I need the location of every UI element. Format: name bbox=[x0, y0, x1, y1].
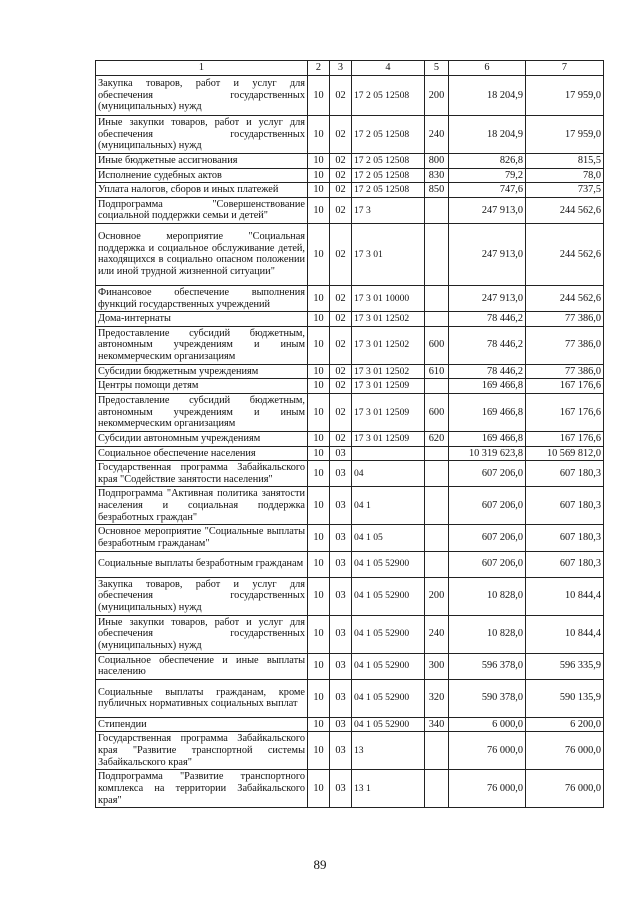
target-article-cell: 04 1 05 52900 bbox=[352, 577, 425, 615]
row-name-cell: Социальные выплаты гражданам, кроме публичных нормативных социальных выплат bbox=[96, 679, 308, 717]
subsection-cell: 02 bbox=[330, 312, 352, 327]
subsection-cell: 03 bbox=[330, 487, 352, 525]
amount-year2-cell: 78,0 bbox=[526, 168, 604, 183]
target-article-cell bbox=[352, 446, 425, 461]
amount-year1-cell: 78 446,2 bbox=[449, 326, 526, 364]
amount-year2-cell: 77 386,0 bbox=[526, 312, 604, 327]
amount-year1-cell: 79,2 bbox=[449, 168, 526, 183]
amount-year2-cell: 77 386,0 bbox=[526, 364, 604, 379]
section-cell: 10 bbox=[308, 116, 330, 154]
row-name-cell: Иные закупки товаров, работ и услуг для обеспечения государственных (муниципальных) нужд bbox=[96, 615, 308, 653]
subsection-cell: 02 bbox=[330, 197, 352, 223]
table-row bbox=[96, 154, 604, 169]
table-row bbox=[96, 168, 604, 183]
row-name-cell: Исполнение судебных актов bbox=[96, 168, 308, 183]
target-article-cell: 04 bbox=[352, 461, 425, 487]
subsection-cell: 03 bbox=[330, 770, 352, 808]
target-article-cell: 04 1 05 52900 bbox=[352, 653, 425, 679]
row-name-cell: Субсидии бюджетным учреждениям bbox=[96, 364, 308, 379]
target-article-cell: 17 2 05 12508 bbox=[352, 154, 425, 169]
table-row bbox=[96, 653, 604, 679]
row-name-cell: Подпрограмма "Совершенствование социальной поддержки семьи и детей" bbox=[96, 197, 308, 223]
expense-type-cell bbox=[425, 487, 449, 525]
subsection-cell: 02 bbox=[330, 326, 352, 364]
row-name-cell: Иные закупки товаров, работ и услуг для обеспечения государственных (муниципальных) нужд bbox=[96, 116, 308, 154]
target-article-cell: 17 3 01 bbox=[352, 223, 425, 285]
amount-year2-cell: 76 000,0 bbox=[526, 770, 604, 808]
table-row bbox=[96, 285, 604, 311]
table-row bbox=[96, 431, 604, 446]
amount-year1-cell: 169 466,8 bbox=[449, 379, 526, 394]
subsection-cell: 03 bbox=[330, 551, 352, 577]
section-cell: 10 bbox=[308, 364, 330, 379]
row-name-cell: Закупка товаров, работ и услуг для обеспечения государственных (муниципальных) нужд bbox=[96, 76, 308, 116]
amount-year1-cell: 10 828,0 bbox=[449, 615, 526, 653]
subsection-cell: 02 bbox=[330, 183, 352, 198]
amount-year2-cell: 737,5 bbox=[526, 183, 604, 198]
target-article-cell: 17 3 01 12509 bbox=[352, 379, 425, 394]
section-cell: 10 bbox=[308, 431, 330, 446]
expense-type-cell bbox=[425, 223, 449, 285]
expense-type-cell: 600 bbox=[425, 326, 449, 364]
amount-year2-cell: 167 176,6 bbox=[526, 393, 604, 431]
target-article-cell: 17 3 01 10000 bbox=[352, 285, 425, 311]
section-cell: 10 bbox=[308, 446, 330, 461]
section-cell: 10 bbox=[308, 577, 330, 615]
row-name-cell: Социальное обеспечение и иные выплаты населению bbox=[96, 653, 308, 679]
target-article-cell: 04 1 05 52900 bbox=[352, 717, 425, 732]
amount-year1-cell: 607 206,0 bbox=[449, 461, 526, 487]
expense-type-cell bbox=[425, 551, 449, 577]
expense-type-cell bbox=[425, 461, 449, 487]
amount-year1-cell: 78 446,2 bbox=[449, 364, 526, 379]
target-article-cell: 17 2 05 12508 bbox=[352, 168, 425, 183]
subsection-cell: 03 bbox=[330, 615, 352, 653]
table-row bbox=[96, 223, 604, 285]
amount-year2-cell: 10 844,4 bbox=[526, 615, 604, 653]
row-name-cell: Субсидии автономным учреждениям bbox=[96, 431, 308, 446]
expense-type-cell bbox=[425, 770, 449, 808]
subsection-cell: 02 bbox=[330, 431, 352, 446]
target-article-cell: 13 1 bbox=[352, 770, 425, 808]
header-cell: 3 bbox=[330, 61, 352, 76]
table-row bbox=[96, 76, 604, 116]
subsection-cell: 02 bbox=[330, 76, 352, 116]
page-number: 89 bbox=[313, 857, 327, 872]
table-row bbox=[96, 326, 604, 364]
row-name-cell: Предоставление субсидий бюджетным, автономным учреждениям и иным некоммерческим организациям bbox=[96, 326, 308, 364]
amount-year2-cell: 77 386,0 bbox=[526, 326, 604, 364]
header-cell: 7 bbox=[526, 61, 604, 76]
amount-year1-cell: 10 828,0 bbox=[449, 577, 526, 615]
table-row bbox=[96, 717, 604, 732]
table-row bbox=[96, 577, 604, 615]
header-cell: 6 bbox=[449, 61, 526, 76]
section-cell: 10 bbox=[308, 525, 330, 551]
table-row bbox=[96, 183, 604, 198]
subsection-cell: 02 bbox=[330, 168, 352, 183]
table-row bbox=[96, 615, 604, 653]
expense-type-cell: 300 bbox=[425, 653, 449, 679]
subsection-cell: 03 bbox=[330, 732, 352, 770]
row-name-cell: Дома-интернаты bbox=[96, 312, 308, 327]
subsection-cell: 03 bbox=[330, 446, 352, 461]
amount-year1-cell: 747,6 bbox=[449, 183, 526, 198]
amount-year2-cell: 607 180,3 bbox=[526, 461, 604, 487]
subsection-cell: 02 bbox=[330, 116, 352, 154]
header-cell: 2 bbox=[308, 61, 330, 76]
expense-type-cell: 200 bbox=[425, 577, 449, 615]
table-row bbox=[96, 312, 604, 327]
row-name-cell: Центры помощи детям bbox=[96, 379, 308, 394]
row-name-cell: Социальное обеспечение населения bbox=[96, 446, 308, 461]
amount-year1-cell: 247 913,0 bbox=[449, 223, 526, 285]
row-name-cell: Основное мероприятие "Социальные выплаты безработным гражданам" bbox=[96, 525, 308, 551]
section-cell: 10 bbox=[308, 615, 330, 653]
section-cell: 10 bbox=[308, 551, 330, 577]
expense-type-cell: 600 bbox=[425, 393, 449, 431]
table-row bbox=[96, 525, 604, 551]
amount-year2-cell: 590 135,9 bbox=[526, 679, 604, 717]
expense-type-cell: 850 bbox=[425, 183, 449, 198]
section-cell: 10 bbox=[308, 197, 330, 223]
budget-table bbox=[95, 60, 604, 808]
amount-year2-cell: 6 200,0 bbox=[526, 717, 604, 732]
subsection-cell: 02 bbox=[330, 393, 352, 431]
expense-type-cell: 610 bbox=[425, 364, 449, 379]
table-row bbox=[96, 197, 604, 223]
subsection-cell: 02 bbox=[330, 154, 352, 169]
section-cell: 10 bbox=[308, 154, 330, 169]
section-cell: 10 bbox=[308, 770, 330, 808]
target-article-cell: 17 3 01 12502 bbox=[352, 364, 425, 379]
target-article-cell: 17 3 01 12502 bbox=[352, 312, 425, 327]
amount-year2-cell: 244 562,6 bbox=[526, 197, 604, 223]
row-name-cell: Уплата налогов, сборов и иных платежей bbox=[96, 183, 308, 198]
target-article-cell: 17 3 01 12502 bbox=[352, 326, 425, 364]
amount-year2-cell: 596 335,9 bbox=[526, 653, 604, 679]
target-article-cell: 04 1 05 52900 bbox=[352, 679, 425, 717]
amount-year1-cell: 826,8 bbox=[449, 154, 526, 169]
subsection-cell: 03 bbox=[330, 525, 352, 551]
section-cell: 10 bbox=[308, 679, 330, 717]
expense-type-cell bbox=[425, 732, 449, 770]
subsection-cell: 02 bbox=[330, 379, 352, 394]
expense-type-cell: 240 bbox=[425, 615, 449, 653]
expense-type-cell: 340 bbox=[425, 717, 449, 732]
row-name-cell: Финансовое обеспечение выполнения функций государственных учреждений bbox=[96, 285, 308, 311]
subsection-cell: 03 bbox=[330, 717, 352, 732]
header-cell: 5 bbox=[425, 61, 449, 76]
section-cell: 10 bbox=[308, 312, 330, 327]
expense-type-cell bbox=[425, 285, 449, 311]
table-row bbox=[96, 732, 604, 770]
amount-year1-cell: 247 913,0 bbox=[449, 285, 526, 311]
expense-type-cell bbox=[425, 312, 449, 327]
amount-year2-cell: 10 569 812,0 bbox=[526, 446, 604, 461]
section-cell: 10 bbox=[308, 732, 330, 770]
target-article-cell: 17 3 01 12509 bbox=[352, 431, 425, 446]
amount-year2-cell: 815,5 bbox=[526, 154, 604, 169]
amount-year2-cell: 607 180,3 bbox=[526, 551, 604, 577]
expense-type-cell: 320 bbox=[425, 679, 449, 717]
expense-type-cell bbox=[425, 379, 449, 394]
target-article-cell: 17 2 05 12508 bbox=[352, 116, 425, 154]
target-article-cell: 17 3 01 12509 bbox=[352, 393, 425, 431]
amount-year1-cell: 247 913,0 bbox=[449, 197, 526, 223]
amount-year1-cell: 169 466,8 bbox=[449, 431, 526, 446]
amount-year1-cell: 607 206,0 bbox=[449, 525, 526, 551]
amount-year1-cell: 6 000,0 bbox=[449, 717, 526, 732]
amount-year1-cell: 607 206,0 bbox=[449, 487, 526, 525]
row-name-cell: Иные бюджетные ассигнования bbox=[96, 154, 308, 169]
row-name-cell: Предоставление субсидий бюджетным, автономным учреждениям и иным некоммерческим организациям bbox=[96, 393, 308, 431]
row-name-cell: Государственная программа Забайкальского края "Развитие транспортной системы Забайкальского края" bbox=[96, 732, 308, 770]
target-article-cell: 17 3 bbox=[352, 197, 425, 223]
amount-year2-cell: 76 000,0 bbox=[526, 732, 604, 770]
section-cell: 10 bbox=[308, 326, 330, 364]
section-cell: 10 bbox=[308, 76, 330, 116]
amount-year1-cell: 169 466,8 bbox=[449, 393, 526, 431]
amount-year1-cell: 607 206,0 bbox=[449, 551, 526, 577]
amount-year2-cell: 10 844,4 bbox=[526, 577, 604, 615]
table-row bbox=[96, 770, 604, 808]
target-article-cell: 04 1 bbox=[352, 487, 425, 525]
expense-type-cell bbox=[425, 525, 449, 551]
target-article-cell: 13 bbox=[352, 732, 425, 770]
amount-year1-cell: 596 378,0 bbox=[449, 653, 526, 679]
amount-year1-cell: 78 446,2 bbox=[449, 312, 526, 327]
amount-year2-cell: 17 959,0 bbox=[526, 76, 604, 116]
target-article-cell: 04 1 05 52900 bbox=[352, 551, 425, 577]
amount-year1-cell: 590 378,0 bbox=[449, 679, 526, 717]
row-name-cell: Основное мероприятие "Социальная поддержка и социальное обслуживание детей, находящихся в социально опасном положении или иной трудной жизненной ситуации" bbox=[96, 223, 308, 285]
amount-year2-cell: 607 180,3 bbox=[526, 487, 604, 525]
amount-year1-cell: 76 000,0 bbox=[449, 770, 526, 808]
section-cell: 10 bbox=[308, 653, 330, 679]
section-cell: 10 bbox=[308, 183, 330, 198]
section-cell: 10 bbox=[308, 717, 330, 732]
section-cell: 10 bbox=[308, 379, 330, 394]
subsection-cell: 02 bbox=[330, 285, 352, 311]
row-name-cell: Закупка товаров, работ и услуг для обеспечения государственных (муниципальных) нужд bbox=[96, 577, 308, 615]
amount-year2-cell: 244 562,6 bbox=[526, 223, 604, 285]
expense-type-cell: 830 bbox=[425, 168, 449, 183]
table-row bbox=[96, 116, 604, 154]
expense-type-cell: 240 bbox=[425, 116, 449, 154]
target-article-cell: 17 2 05 12508 bbox=[352, 183, 425, 198]
target-article-cell: 04 1 05 52900 bbox=[352, 615, 425, 653]
subsection-cell: 03 bbox=[330, 653, 352, 679]
target-article-cell: 17 2 05 12508 bbox=[352, 76, 425, 116]
subsection-cell: 03 bbox=[330, 461, 352, 487]
subsection-cell: 02 bbox=[330, 364, 352, 379]
section-cell: 10 bbox=[308, 461, 330, 487]
table-row bbox=[96, 551, 604, 577]
amount-year2-cell: 244 562,6 bbox=[526, 285, 604, 311]
subsection-cell: 03 bbox=[330, 577, 352, 615]
row-name-cell: Социальные выплаты безработным гражданам bbox=[96, 551, 308, 577]
table-row bbox=[96, 379, 604, 394]
row-name-cell: Государственная программа Забайкальского края "Содействие занятости населения" bbox=[96, 461, 308, 487]
amount-year2-cell: 167 176,6 bbox=[526, 431, 604, 446]
table-row bbox=[96, 446, 604, 461]
expense-type-cell: 800 bbox=[425, 154, 449, 169]
section-cell: 10 bbox=[308, 223, 330, 285]
table-row bbox=[96, 393, 604, 431]
table-row bbox=[96, 487, 604, 525]
target-article-cell: 04 1 05 bbox=[352, 525, 425, 551]
expense-type-cell: 200 bbox=[425, 76, 449, 116]
table-header-row bbox=[96, 61, 604, 76]
row-name-cell: Подпрограмма "Активная политика занятости населения и социальная поддержка безработных граждан" bbox=[96, 487, 308, 525]
expense-type-cell bbox=[425, 446, 449, 461]
section-cell: 10 bbox=[308, 285, 330, 311]
amount-year2-cell: 17 959,0 bbox=[526, 116, 604, 154]
amount-year1-cell: 18 204,9 bbox=[449, 76, 526, 116]
subsection-cell: 02 bbox=[330, 223, 352, 285]
amount-year2-cell: 167 176,6 bbox=[526, 379, 604, 394]
amount-year1-cell: 18 204,9 bbox=[449, 116, 526, 154]
amount-year1-cell: 10 319 623,8 bbox=[449, 446, 526, 461]
section-cell: 10 bbox=[308, 487, 330, 525]
amount-year2-cell: 607 180,3 bbox=[526, 525, 604, 551]
expense-type-cell: 620 bbox=[425, 431, 449, 446]
section-cell: 10 bbox=[308, 393, 330, 431]
table-row bbox=[96, 364, 604, 379]
table-row bbox=[96, 461, 604, 487]
section-cell: 10 bbox=[308, 168, 330, 183]
header-cell: 1 bbox=[96, 61, 308, 76]
amount-year1-cell: 76 000,0 bbox=[449, 732, 526, 770]
table-row bbox=[96, 679, 604, 717]
expense-type-cell bbox=[425, 197, 449, 223]
subsection-cell: 03 bbox=[330, 679, 352, 717]
header-cell: 4 bbox=[352, 61, 425, 76]
row-name-cell: Стипендии bbox=[96, 717, 308, 732]
row-name-cell: Подпрограмма "Развитие транспортного комплекса на территории Забайкальского края" bbox=[96, 770, 308, 808]
